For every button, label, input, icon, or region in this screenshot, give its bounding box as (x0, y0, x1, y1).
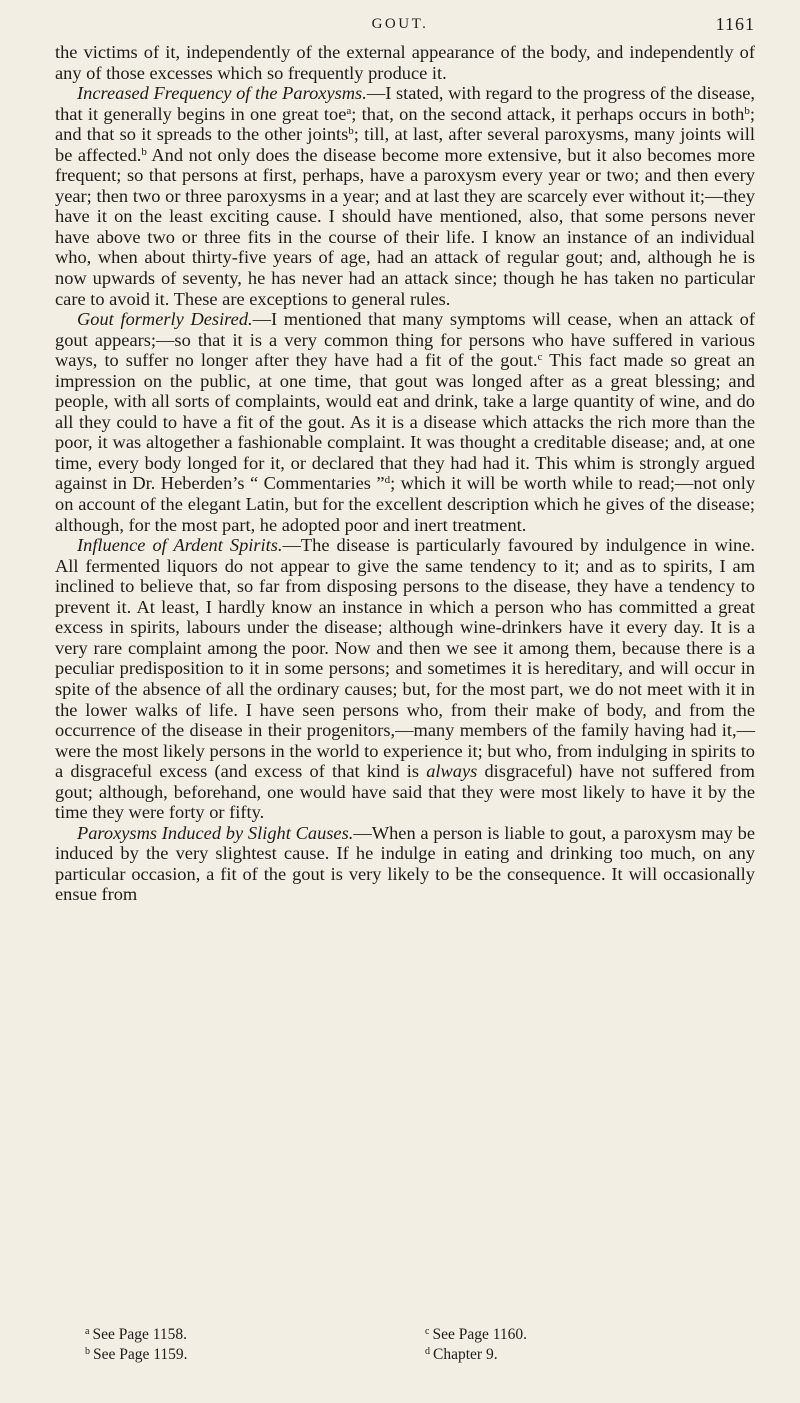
section-heading: Increased Frequency of the Paroxysms. (77, 83, 367, 104)
footnotes-right-column (425, 1325, 527, 1365)
footnote-marker: d (384, 474, 391, 487)
section-heading: Gout formerly Desired. (77, 309, 253, 330)
paragraph-increased-frequency: Increased Frequency of the Paroxysms.—I stated, with regard to the progress of the disease, that it generally begins in one great toe$^a$; that, on the second attack, it perhaps occurs in both$^b$; and that so it spreads to the other joints$^b$; till, at last, after several paroxysms, many joints will be affected.$^b$ And not only does the disease become more extensive, but it also becomes more frequent; so that persons at first, perhaps, have a paroxysm every year or two; and then every year; then two or three paroxysms in a year; and at last they are scarcely ever without it;—they have it on the least exciting cause. I should have mentioned, also, that some persons never have above two or three fits in the course of their life. I know an instance of an individual who, when about thirty-five years of age, had an attack of regular gout; and, although he is now upwards of seventy, he has never had an attack since; though he has taken no particular care to avoid it. These are exceptions to general rules. (55, 83, 755, 309)
footnote-c: $^c$ See Page 1160. (425, 1326, 528, 1343)
footnote-b: $^b$ See Page 1159. (85, 1346, 188, 1363)
footnote-marker: c (537, 351, 543, 364)
page-number: 1161 (715, 14, 755, 34)
footnote-a: $^a$ See Page 1158. (85, 1326, 188, 1343)
body-text (55, 42, 755, 905)
running-title: GOUT. (371, 16, 429, 32)
paragraph-continuation: the victims of it, independently of the external appearance of the body, and independently of any of those excesses which so frequently produce it. (55, 42, 755, 83)
running-header (0, 14, 800, 38)
paragraph-ardent-spirits: Influence of Ardent Spirits.—The disease is particularly favoured by indulgence in wine. All fermented liquors do not appear to give the same tendency to it; and as to spirits, I am inclined to believe that, so far from disposing persons to the disease, they have a tendency to prevent it. At least, I hardly know an instance in which a person who has committed a great excess in spirits, labours under the disease; although wine-drinkers have it every day. It is a very rare complaint among the poor. Now and then we see it among them, because there is a peculiar predisposition to it in some persons; and sometimes it is hereditary, and will occur in spite of the absence of all the ordinary causes; but, for the most part, we do not meet with it in the lower walks of life. I have seen persons who, from their make of body, and from the occurrence of the disease in their progenitors,—many members of the family having had it,—were the most likely persons in the world to experience it; but who, from indulging in spirits to a disgraceful excess (and excess of that kind is always disgraceful) have not suffered from gout; although, beforehand, one would have said that they were most likely to have it by the time they were forty or fifty. (55, 535, 756, 823)
footnote-marker: b (348, 125, 354, 138)
footnote-marker: b (744, 104, 750, 117)
paragraph-gout-formerly-desired: Gout formerly Desired.—I mentioned that many symptoms will cease, when an attack of gout appears;—so that it is a very common thing for persons who have suffered in various ways, to suffer no longer after they have had a fit of the gout.$^c$ This fact made so great an impression on the public, at one time, that gout was longed after as a great blessing; and people, with all sorts of complaints, would eat and drink, take a large quantity of wine, and do all they could to have a fit of the gout. As it is a disease which attacks the rich more than the poor, it was altogether a fashionable complaint. It was thought a creditable disease; and, at one time, every body longed for it, or declared that they had had it. This whim is strongly argued against in Dr. Heberden’s “ Commentaries ”$^d$; which it will be worth while to read;—not only on account of the elegant Latin, but for the excellent description which he gives of the disease; although, for the most part, he adopted poor and inert treatment. (55, 309, 756, 535)
footnote-d: $^d$ Chapter 9. (425, 1346, 498, 1363)
footnote-marker: a (346, 104, 352, 117)
section-heading: Paroxysms Induced by Slight Causes. (77, 822, 354, 843)
footnotes-left-column (85, 1325, 188, 1365)
emphasis: always (426, 761, 478, 782)
section-heading: Influence of Ardent Spirits. (77, 535, 283, 556)
paragraph-slight-causes: Paroxysms Induced by Slight Causes.—When a person is liable to gout, a paroxysm may be induced by the very slightest cause. If he indulge in eating and drinking too much, on any particular occasion, a fit of the gout is very likely to be the consequence. It will occasionally ensue from (55, 822, 755, 905)
footnote-marker: b (141, 145, 147, 158)
